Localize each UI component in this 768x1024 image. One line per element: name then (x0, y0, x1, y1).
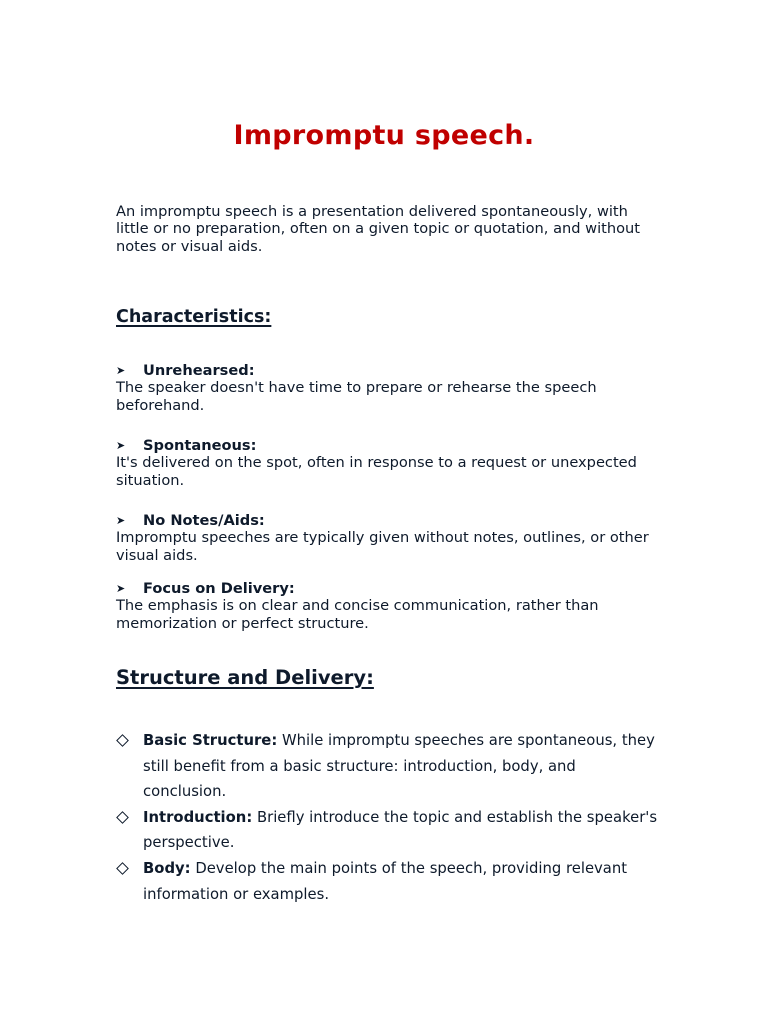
characteristics-heading: Characteristics: (116, 307, 272, 327)
structure-item-text: While impromptu speeches are spontaneous, they still benefit from a basic structure: introduction, body, and conclusion. (143, 732, 655, 801)
characteristic-description: It's delivered on the spot, often in response to a request or unexpected situation. (116, 454, 637, 489)
arrowhead-bullet-icon: ➤ (116, 514, 126, 528)
diamond-bullet-icon (116, 811, 129, 824)
diamond-bullet-icon (116, 734, 129, 747)
arrowhead-bullet-icon: ➤ (116, 439, 126, 453)
characteristic-item-spontaneous (116, 437, 661, 489)
intro-paragraph: An impromptu speech is a presentation delivered spontaneously, with little or no preparation, often on a given topic or quotation, and without notes or visual aids. (116, 203, 641, 255)
structure-item-text: Briefly introduce the topic and establish the speaker's perspective. (143, 808, 658, 852)
diamond-bullet-icon (116, 862, 129, 875)
document-title: Impromptu speech. (233, 120, 535, 151)
characteristic-title: Focus on Delivery: (143, 580, 295, 597)
structure-item-body (116, 856, 661, 907)
structure-item-basic (116, 728, 661, 805)
characteristic-item-unrehearsed (116, 362, 661, 414)
characteristic-item-focus-on-delivery (116, 580, 661, 632)
characteristic-description: The emphasis is on clear and concise communication, rather than memorization or perfect structure. (116, 597, 599, 632)
arrowhead-bullet-icon: ➤ (116, 364, 126, 378)
characteristic-title: Spontaneous: (143, 437, 257, 454)
structure-heading: Structure and Delivery: (116, 666, 374, 689)
characteristic-item-no-notes (116, 512, 661, 564)
structure-item-label: Introduction: (143, 808, 253, 826)
structure-item-introduction (116, 805, 661, 856)
structure-item-label: Basic Structure: (143, 732, 278, 749)
arrowhead-bullet-icon: ➤ (116, 582, 126, 596)
characteristic-description: The speaker doesn't have time to prepare or rehearse the speech beforehand. (116, 379, 597, 414)
characteristic-title: Unrehearsed: (143, 362, 255, 379)
characteristic-title: No Notes/Aids: (143, 512, 265, 529)
characteristic-description: Impromptu speeches are typically given without notes, outlines, or other visual aids. (116, 529, 649, 564)
structure-list (116, 728, 661, 907)
structure-item-text: Develop the main points of the speech, providing relevant information or examples. (143, 859, 628, 903)
structure-item-label: Body: (143, 859, 191, 877)
